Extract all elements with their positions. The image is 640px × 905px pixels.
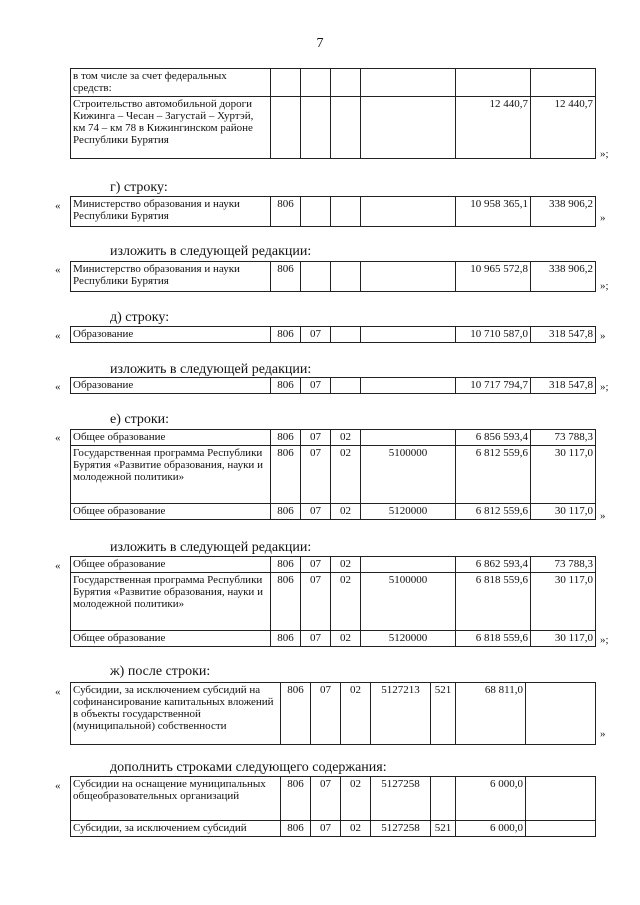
cell-code [301, 69, 331, 97]
cell-value: 10 965 572,8 [456, 262, 531, 292]
section-heading: дополнить строками следующего содержания: [110, 760, 387, 775]
cell-code [331, 262, 361, 292]
cell-code: 5120000 [361, 631, 456, 647]
cell-code: 806 [281, 821, 311, 837]
cell-code: 5127258 [371, 821, 431, 837]
cell-value [456, 69, 531, 97]
cell-name: Субсидии, за исключением субсидий [71, 821, 281, 837]
cell-value: 6 862 593,4 [456, 557, 531, 573]
open-quote: « [55, 381, 61, 393]
close-quote: »; [600, 381, 609, 393]
cell-code [301, 97, 331, 159]
section-heading: г) строку: [110, 180, 168, 195]
table-row [71, 378, 596, 394]
cell-code: 02 [331, 430, 361, 446]
open-quote: « [55, 780, 61, 792]
cell-code: 806 [271, 446, 301, 504]
cell-code [361, 262, 456, 292]
cell-code [331, 97, 361, 159]
cell-code [361, 378, 456, 394]
cell-value: 12 440,7 [456, 97, 531, 159]
table-e2 [70, 556, 596, 647]
cell-value [531, 69, 596, 97]
cell-code [271, 97, 301, 159]
cell-value: 6 812 559,6 [456, 504, 531, 520]
cell-name: Образование [71, 378, 271, 394]
section-heading: ж) после строки: [110, 664, 211, 679]
cell-code: 07 [301, 573, 331, 631]
cell-code: 02 [341, 821, 371, 837]
cell-code [301, 197, 331, 227]
table-row [71, 573, 596, 631]
cell-code: 02 [331, 504, 361, 520]
cell-code: 521 [431, 821, 456, 837]
table-row [71, 683, 596, 745]
cell-code: 07 [311, 821, 341, 837]
cell-code: 5127258 [371, 777, 431, 821]
cell-code: 02 [331, 631, 361, 647]
cell-code: 806 [271, 430, 301, 446]
cell-code: 5127213 [371, 683, 431, 745]
table-continuation [70, 68, 596, 159]
cell-value: 30 117,0 [531, 573, 596, 631]
cell-code: 07 [301, 631, 331, 647]
cell-code [361, 557, 456, 573]
cell-code: 5100000 [361, 573, 456, 631]
cell-name: Государственная программа Республики Бурятия «Развитие образования, науки и молодежной политики» [71, 573, 271, 631]
cell-code: 07 [301, 557, 331, 573]
cell-value: 318 547,8 [531, 327, 596, 343]
cell-code: 806 [271, 557, 301, 573]
cell-value: 6 000,0 [456, 777, 526, 821]
cell-code [331, 197, 361, 227]
cell-value: 10 717 794,7 [456, 378, 531, 394]
cell-code [331, 69, 361, 97]
cell-value: 338 906,2 [531, 197, 596, 227]
cell-code [361, 327, 456, 343]
table-row [71, 97, 596, 159]
table-row [71, 197, 596, 227]
cell-code [331, 327, 361, 343]
cell-name: Общее образование [71, 557, 271, 573]
cell-value: 6 856 593,4 [456, 430, 531, 446]
cell-code: 806 [271, 327, 301, 343]
table-g2 [70, 261, 596, 292]
close-quote: » [600, 510, 606, 522]
cell-code: 806 [271, 631, 301, 647]
cell-value: 30 117,0 [531, 504, 596, 520]
table-row [71, 430, 596, 446]
cell-code: 02 [331, 446, 361, 504]
table-row [71, 631, 596, 647]
cell-code: 07 [301, 504, 331, 520]
cell-code: 5100000 [361, 446, 456, 504]
cell-code: 07 [301, 430, 331, 446]
table-d [70, 326, 596, 343]
table-e [70, 429, 596, 520]
cell-code [331, 378, 361, 394]
cell-name: Субсидии, за исключением субсидий на софинансирование капитальных вложений в объекты государственной (муниципальной) собственности [71, 683, 281, 745]
cell-code: 806 [281, 683, 311, 745]
cell-name: Государственная программа Республики Бурятия «Развитие образования, науки и молодежной политики» [71, 446, 271, 504]
cell-code: 806 [281, 777, 311, 821]
cell-name: Субсидии на оснащение муниципальных общеобразовательных организаций [71, 777, 281, 821]
cell-name: Общее образование [71, 430, 271, 446]
close-quote: » [600, 330, 606, 342]
cell-code [361, 197, 456, 227]
cell-code: 07 [301, 327, 331, 343]
open-quote: « [55, 432, 61, 444]
cell-value: 338 906,2 [531, 262, 596, 292]
cell-code [431, 777, 456, 821]
open-quote: « [55, 200, 61, 212]
cell-empty [526, 683, 596, 745]
section-heading: е) строки: [110, 412, 170, 427]
cell-code: 02 [331, 557, 361, 573]
table-row [71, 821, 596, 837]
section-heading: изложить в следующей редакции: [110, 362, 312, 377]
cell-value: 6 812 559,6 [456, 446, 531, 504]
cell-name: Министерство образования и науки Республики Бурятия [71, 197, 271, 227]
cell-value: 10 710 587,0 [456, 327, 531, 343]
close-quote: » [600, 728, 606, 740]
cell-code: 806 [271, 378, 301, 394]
cell-empty [526, 777, 596, 821]
table-row [71, 777, 596, 821]
cell-name: Общее образование [71, 631, 271, 647]
cell-name: Образование [71, 327, 271, 343]
table-d2 [70, 377, 596, 394]
cell-code [361, 69, 456, 97]
cell-code [361, 97, 456, 159]
close-quote: » [600, 212, 606, 224]
cell-code: 07 [301, 446, 331, 504]
cell-name: в том числе за счет федеральных средств: [71, 69, 271, 97]
table-row [71, 504, 596, 520]
cell-value: 30 117,0 [531, 446, 596, 504]
cell-name: Строительство автомобильной дороги Кижинга – Чесан – Загустай – Хуртэй, км 74 – км 78 в Кижингинском районе Республики Бурятия [71, 97, 271, 159]
cell-value: 6 000,0 [456, 821, 526, 837]
table-zh [70, 682, 596, 745]
cell-name: Общее образование [71, 504, 271, 520]
cell-value: 6 818 559,6 [456, 631, 531, 647]
cell-code: 806 [271, 197, 301, 227]
cell-code: 07 [311, 683, 341, 745]
section-heading: изложить в следующей редакции: [110, 244, 312, 259]
close-quote: »; [600, 148, 609, 160]
cell-code: 07 [311, 777, 341, 821]
table-add [70, 776, 596, 837]
cell-code: 806 [271, 573, 301, 631]
open-quote: « [55, 560, 61, 572]
page-number: 7 [316, 36, 324, 51]
cell-code: 02 [341, 683, 371, 745]
close-quote: »; [600, 634, 609, 646]
table-row [71, 327, 596, 343]
table-row [71, 69, 596, 97]
cell-code: 806 [271, 262, 301, 292]
cell-value: 318 547,8 [531, 378, 596, 394]
section-heading: изложить в следующей редакции: [110, 540, 312, 555]
cell-code: 521 [431, 683, 456, 745]
cell-value: 6 818 559,6 [456, 573, 531, 631]
cell-value: 68 811,0 [456, 683, 526, 745]
cell-code: 806 [271, 504, 301, 520]
open-quote: « [55, 264, 61, 276]
cell-value: 73 788,3 [531, 557, 596, 573]
cell-code: 02 [331, 573, 361, 631]
cell-value: 12 440,7 [531, 97, 596, 159]
cell-code: 5120000 [361, 504, 456, 520]
close-quote: »; [600, 280, 609, 292]
cell-value: 10 958 365,1 [456, 197, 531, 227]
cell-value: 73 788,3 [531, 430, 596, 446]
cell-name: Министерство образования и науки Республики Бурятия [71, 262, 271, 292]
cell-empty [526, 821, 596, 837]
table-row [71, 262, 596, 292]
cell-code [271, 69, 301, 97]
cell-code [361, 430, 456, 446]
section-heading: д) строку: [110, 310, 170, 325]
open-quote: « [55, 330, 61, 342]
cell-code: 02 [341, 777, 371, 821]
open-quote: « [55, 686, 61, 698]
table-g [70, 196, 596, 227]
cell-value: 30 117,0 [531, 631, 596, 647]
table-row [71, 557, 596, 573]
cell-code [301, 262, 331, 292]
cell-code: 07 [301, 378, 331, 394]
table-row [71, 446, 596, 504]
